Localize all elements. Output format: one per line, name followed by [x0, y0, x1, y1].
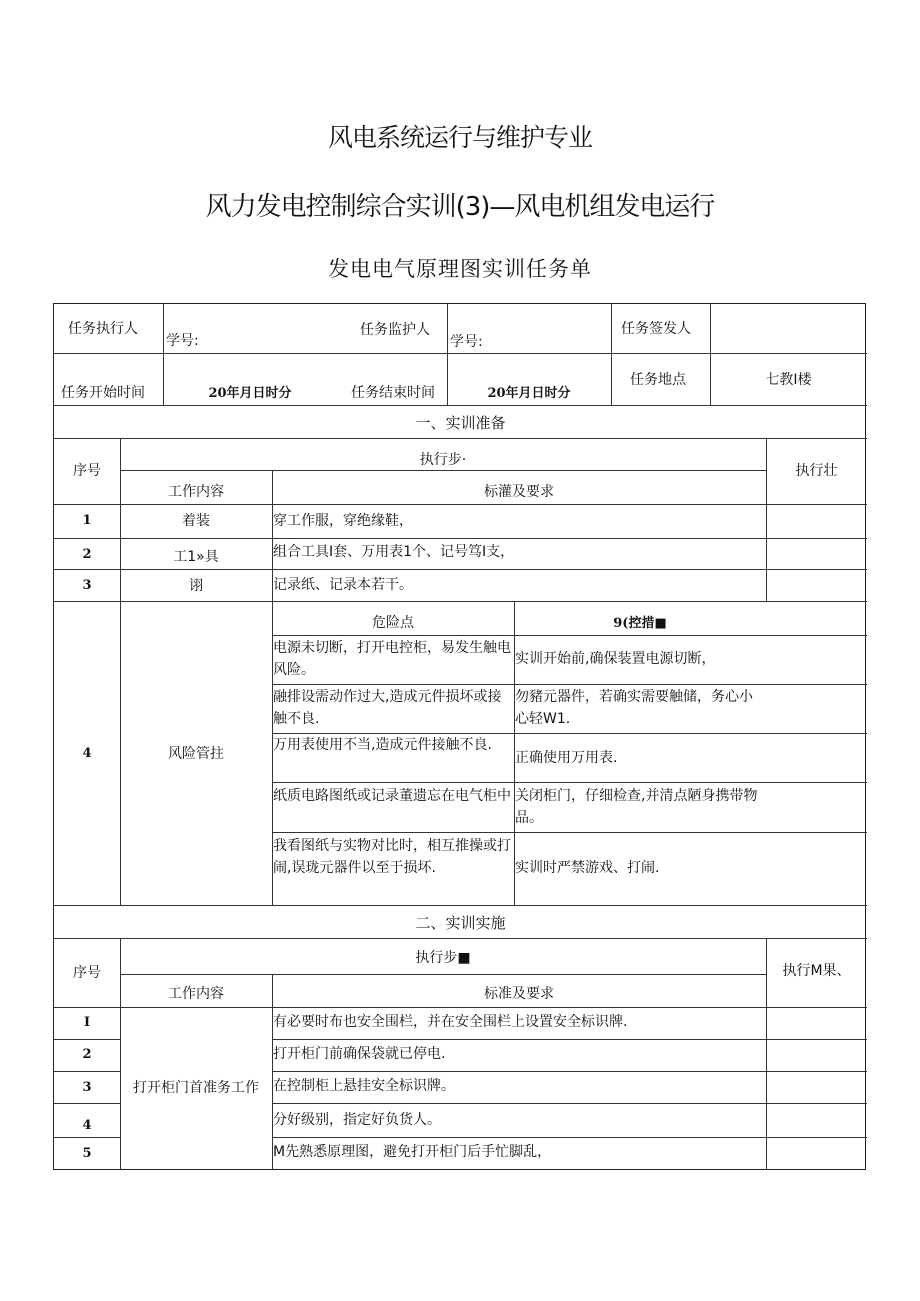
- row-divider: [120, 470, 766, 471]
- column-divider: [120, 438, 121, 905]
- supervisor-label: 任务监护人: [360, 322, 430, 338]
- content-header: 工作内容: [168, 986, 224, 1002]
- danger-header: 危险点: [372, 615, 414, 631]
- column-divider: [710, 304, 711, 405]
- row-seq: 2: [82, 547, 92, 562]
- row-divider: [54, 1007, 867, 1008]
- end-time-label: 任务结束时间: [351, 385, 435, 401]
- section1-title: 一、实训准备: [415, 414, 506, 432]
- row-divider: [272, 733, 867, 734]
- column-divider: [611, 304, 612, 405]
- row-divider: [272, 1039, 867, 1040]
- row-standard: 穿工作服，穿绝缘鞋，: [273, 513, 413, 529]
- danger-item: 融排设需动作过大,造成元件损坏或接触不良.: [273, 689, 502, 727]
- row-seq: I: [83, 1015, 91, 1030]
- row-seq: 1: [82, 513, 92, 528]
- student-id-label: 学号:: [166, 333, 199, 349]
- row-divider: [272, 832, 867, 833]
- row-divider: [120, 974, 766, 975]
- row-divider: [54, 1137, 120, 1138]
- row-divider: [54, 538, 867, 539]
- row-standard: 组合工具I套、万用表1个、记号笃I支，: [273, 544, 515, 560]
- row-divider: [272, 684, 867, 685]
- executor-label: 任务执行人: [68, 321, 138, 337]
- control-item: 实训时严禁游戏、打闹.: [515, 860, 660, 876]
- row-divider: [272, 1103, 867, 1104]
- row-divider: [54, 1071, 120, 1072]
- row-standard: 分好级别，指定好负货人。: [273, 1112, 441, 1128]
- location-value: 七教I楼: [765, 372, 812, 388]
- danger-item: 纸质电路图纸或记录董遗忘在电气柜中: [273, 788, 511, 804]
- row-divider: [54, 504, 867, 505]
- row-divider: [54, 438, 867, 439]
- danger-item: 电源未切断，打开电控柜，易发生触电风险。: [273, 640, 511, 678]
- row-standard: 打开柜门前确保袋就已停电.: [273, 1046, 446, 1062]
- task-sheet-subtitle: 发电电气原理图实训任务单: [328, 257, 592, 281]
- standard-header: 标准及要求: [484, 986, 554, 1002]
- row-divider: [54, 569, 867, 570]
- row-divider: [272, 1071, 867, 1072]
- danger-item: 万用表使用不当,造成元件接触不良.: [273, 737, 492, 753]
- content-header: 工作内容: [168, 484, 224, 500]
- implementation-content: 打开柜门首准务工作: [133, 1080, 259, 1096]
- task-sheet-table: [53, 303, 866, 1170]
- row-divider: [272, 782, 867, 783]
- issuer-label: 任务签发人: [621, 321, 691, 337]
- start-time-value: 20年月日时分: [208, 386, 292, 401]
- row-content: 诩: [189, 578, 203, 594]
- result-header: 执行壮: [795, 463, 838, 479]
- control-header: 9(控措■: [613, 616, 667, 631]
- seq-header: 序号: [73, 463, 101, 479]
- course-title: 风力发电控制综合实训(3)—风电机组发电运行: [205, 192, 715, 222]
- row-standard: 在控制柜上悬挂安全标识牌。: [273, 1078, 455, 1094]
- steps-header: 执行步·: [419, 452, 467, 468]
- result-header: 执行M果、: [782, 963, 851, 979]
- column-divider: [120, 938, 121, 1170]
- row-seq: 3: [82, 1080, 92, 1095]
- row-divider: [54, 405, 867, 406]
- seq-header: 序号: [73, 965, 101, 981]
- row-divider: [54, 1039, 120, 1040]
- steps-header: 执行步■: [415, 950, 471, 966]
- row-standard: 记录纸、记录本若干。: [273, 577, 413, 593]
- row-divider: [54, 601, 867, 602]
- student-id-label: 学号:: [450, 334, 483, 350]
- row-seq: 4: [82, 1118, 92, 1133]
- row-seq: 4: [82, 746, 92, 761]
- row-seq: 2: [82, 1047, 92, 1062]
- end-time-value: 20年月日时分: [487, 386, 571, 401]
- risk-content: 风险管拄: [168, 746, 224, 762]
- control-item: 勿豬元器件，若确实需要触储，务心小心轻W1.: [515, 689, 753, 727]
- danger-item: 我看图纸与实物对比时，相互推操或打闹,误珑元器件以至于损坏.: [273, 838, 511, 876]
- row-content: 着装: [182, 513, 210, 529]
- control-item: 实训开始前,确保装置电源切断，: [515, 651, 716, 667]
- row-divider: [54, 353, 867, 354]
- control-item: 正确使用万用表.: [515, 750, 618, 766]
- section2-title: 二、实训实施: [415, 914, 506, 932]
- major-title: 风电系统运行与维护专业: [327, 123, 592, 152]
- row-standard: 有必要时布也安全围栏，并在安全围栏上设置安全标识牌.: [273, 1014, 628, 1030]
- standard-header: 标灌及要求: [484, 484, 554, 500]
- row-divider: [54, 905, 867, 906]
- row-divider: [272, 635, 867, 636]
- start-time-label: 任务开始时间: [61, 385, 145, 401]
- row-seq: 3: [82, 578, 92, 593]
- row-divider: [54, 1103, 120, 1104]
- control-item: 关闭柜门，仔细检查,并清点陋身携带物品。: [515, 788, 758, 826]
- row-divider: [272, 1137, 867, 1138]
- location-label: 任务地点: [630, 372, 686, 388]
- row-seq: 5: [82, 1146, 92, 1161]
- row-content: 工1»具: [173, 549, 219, 565]
- row-standard: M先熟悉原理图，避免打开柜门后手忙脚乱，: [273, 1144, 552, 1160]
- row-divider: [54, 938, 867, 939]
- column-divider: [272, 974, 273, 1170]
